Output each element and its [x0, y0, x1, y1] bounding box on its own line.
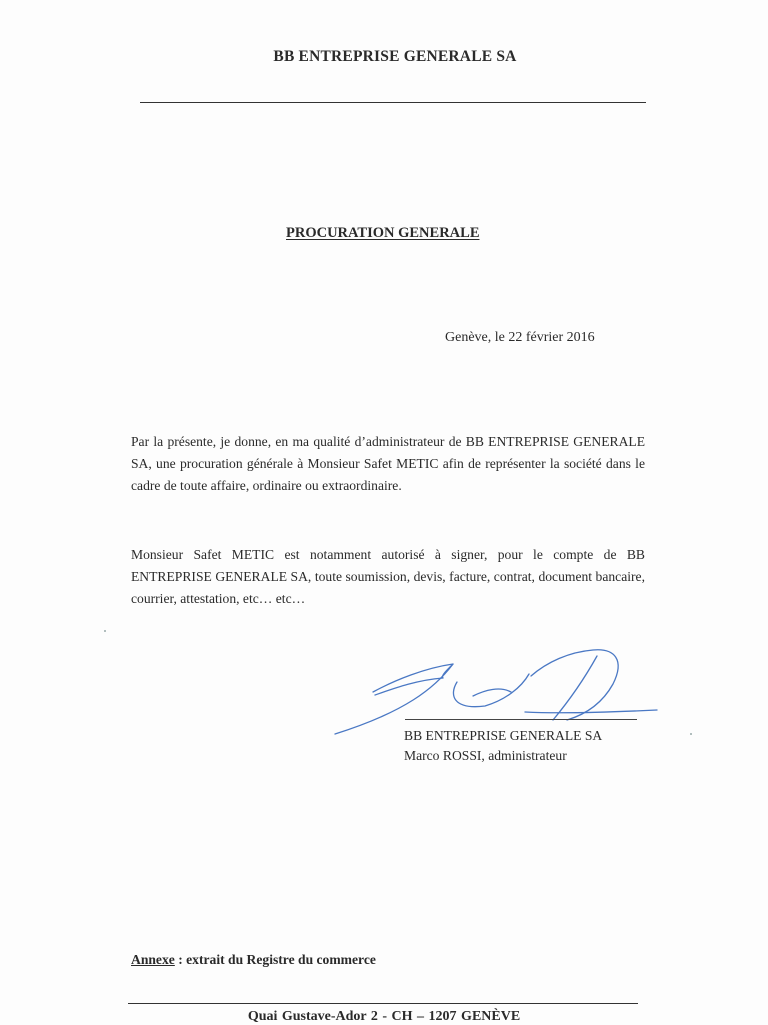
- body-paragraph-1: Par la présente, je donne, en ma qualité d’administrateur de BB ENTREPRISE GENERALE SA, une procuration générale à Monsieur Safet METIC afin de représenter la société dans le cadre de toute affaire, ordinaire ou extraordinaire.: [131, 434, 645, 493]
- header-divider: [140, 102, 646, 103]
- place-date: Genève, le 22 février 2016: [445, 330, 595, 345]
- annex-text: : extrait du Registre du commerce: [174, 952, 376, 967]
- footer-address: Quai Gustave-Ador 2 - CH – 1207 GENÈVE: [247, 1009, 521, 1024]
- signatory-name: Marco ROSSI, administrateur: [404, 748, 567, 763]
- body-paragraph-2: Monsieur Safet METIC est notamment autorisé à signer, pour le compte de BB ENTREPRISE GENERALE SA, toute soumission, devis, facture, contrat, document bancaire, courrier, attestation, etc… etc…: [131, 547, 645, 606]
- document-title: PROCURATION GENERALE: [286, 225, 480, 241]
- company-header: BB ENTREPRISE GENERALE SA: [273, 48, 517, 65]
- annex-note: [131, 952, 376, 968]
- scan-speck: [690, 733, 692, 735]
- handwritten-signature: [325, 640, 665, 740]
- annex-label: Annexe: [131, 952, 175, 967]
- signature-line: [405, 719, 637, 720]
- footer-divider: [128, 1003, 638, 1004]
- signature-strokes: [335, 650, 657, 734]
- scan-speck: [104, 630, 106, 632]
- signatory-company: BB ENTREPRISE GENERALE SA: [404, 728, 603, 743]
